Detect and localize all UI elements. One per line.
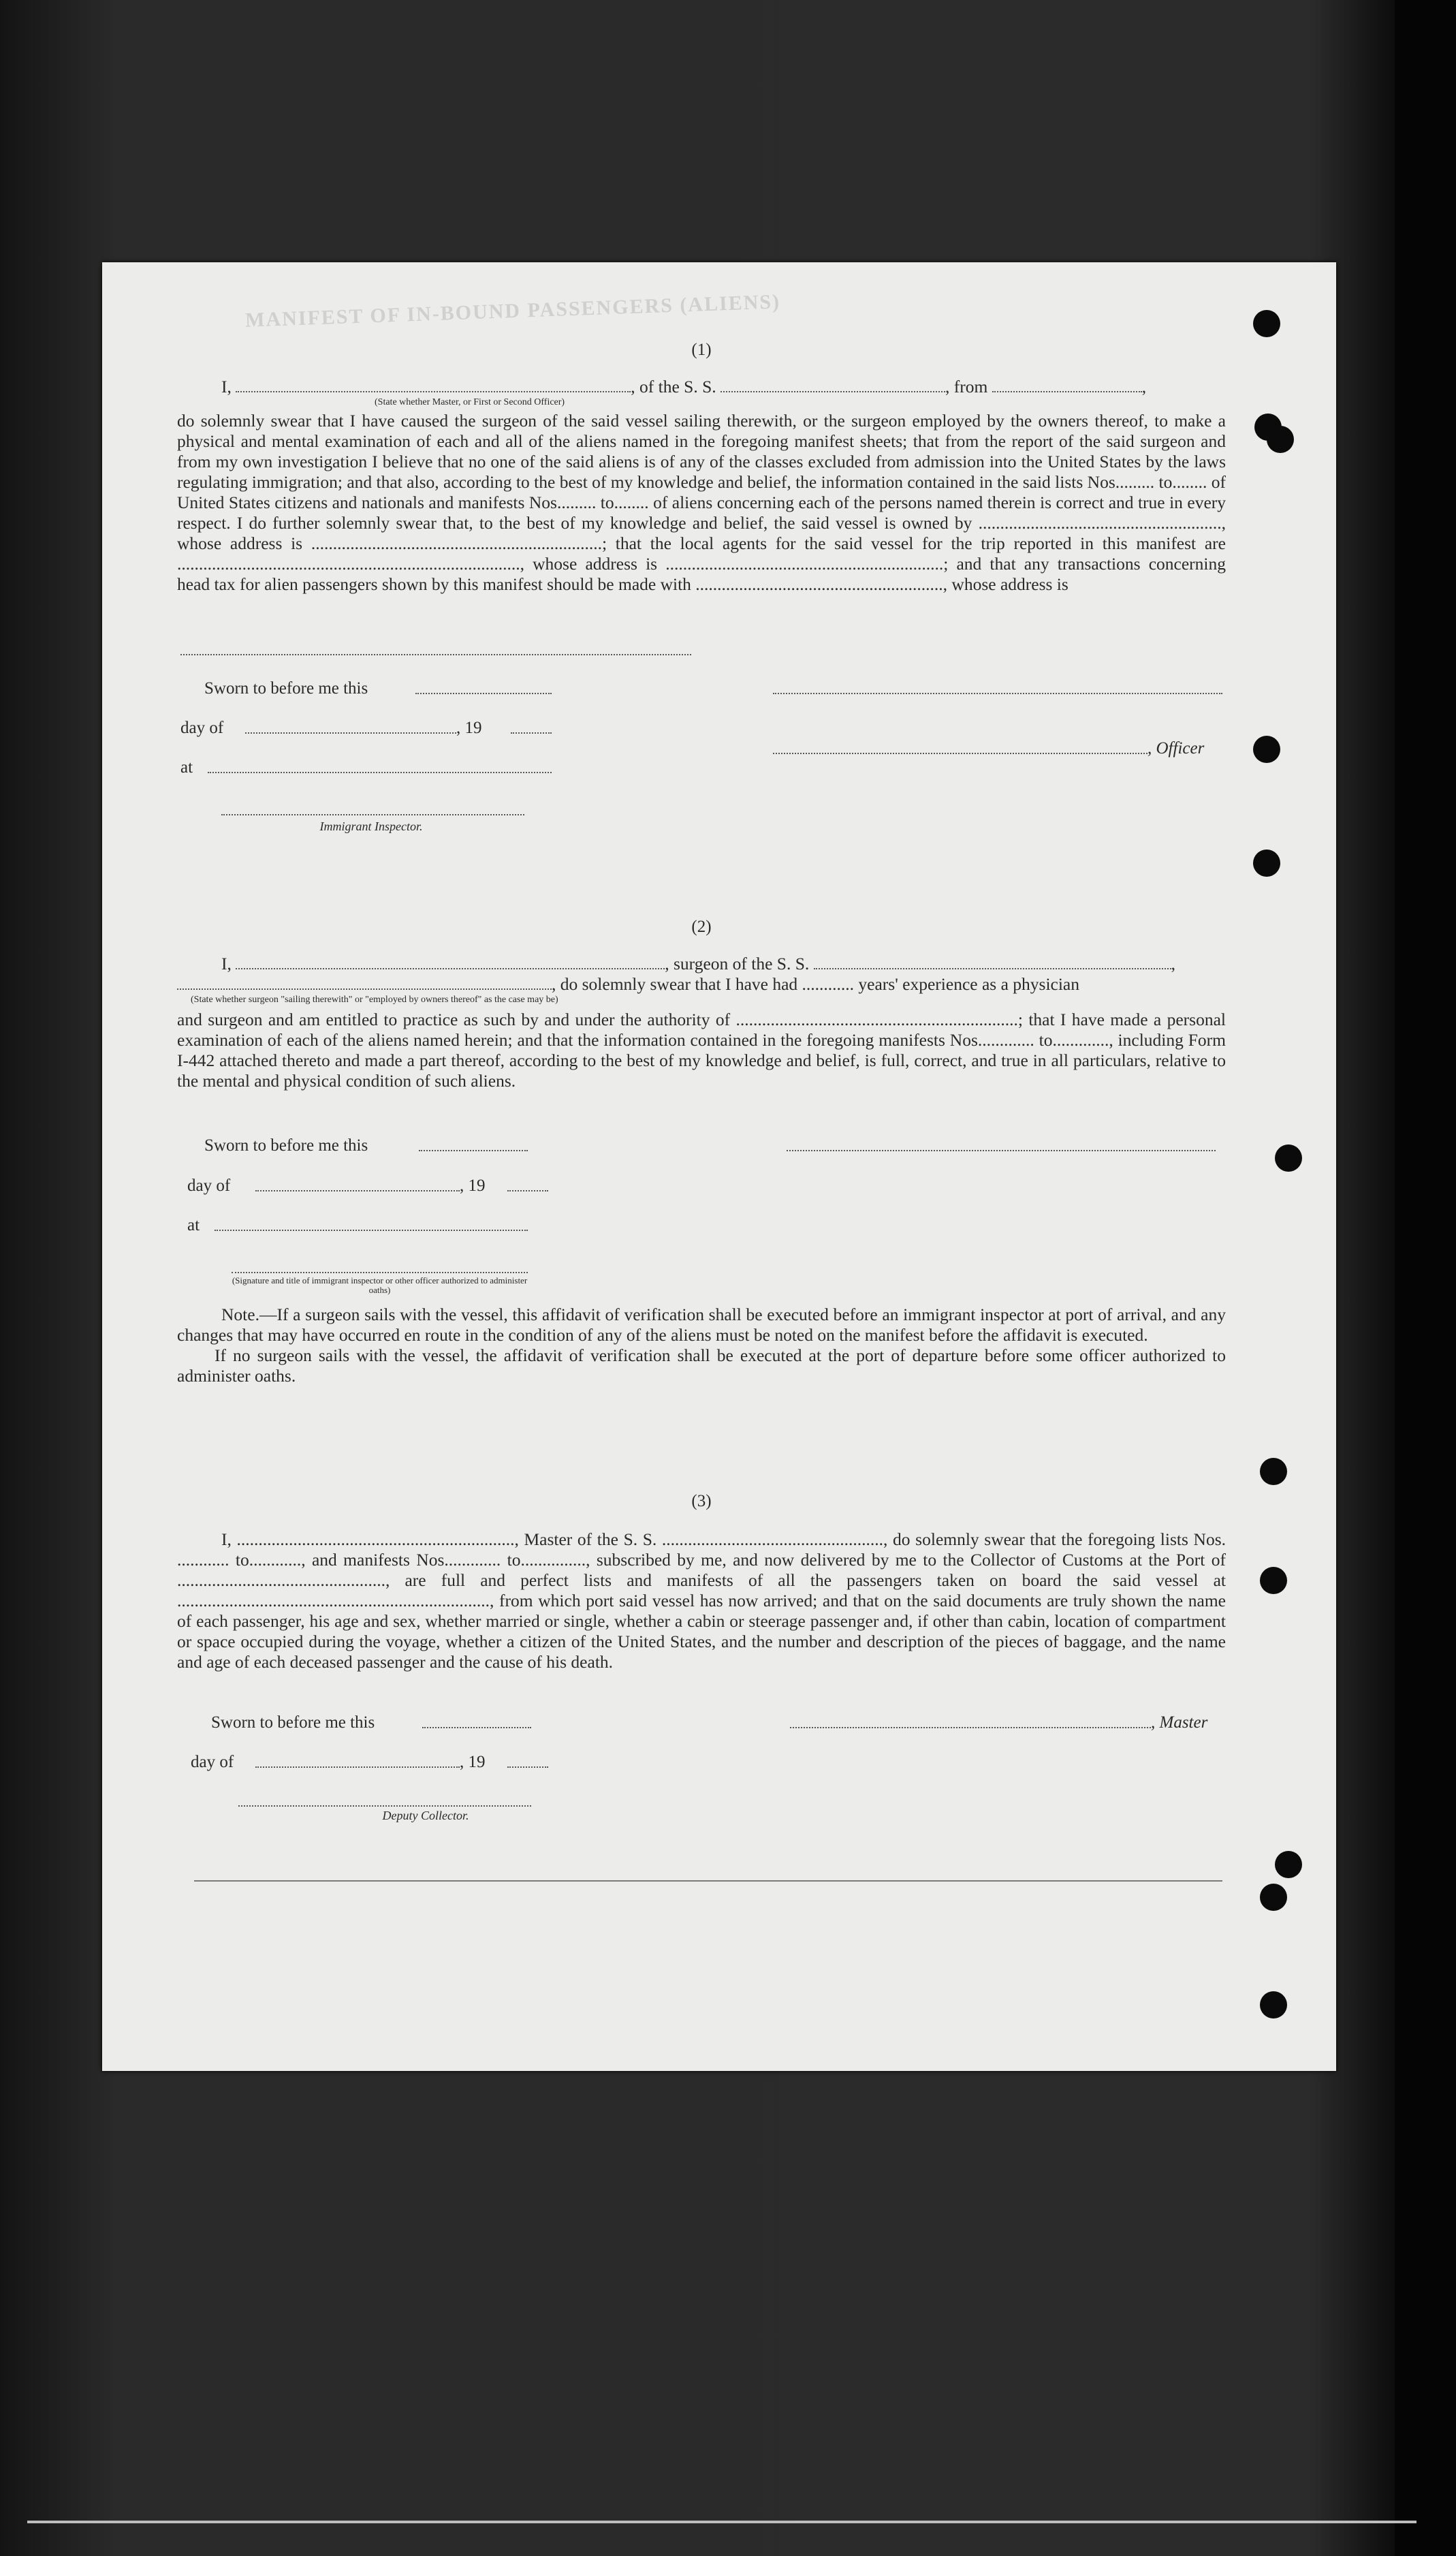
inspector-caption: Immigrant Inspector. bbox=[319, 820, 423, 833]
bleed-through-text: MANIFEST OF IN-BOUND PASSENGERS (ALIENS) bbox=[244, 290, 781, 332]
punch-hole bbox=[1253, 310, 1280, 337]
deputy-caption: Deputy Collector. bbox=[382, 1809, 469, 1822]
year-field[interactable] bbox=[511, 732, 552, 734]
day-field[interactable] bbox=[245, 732, 456, 734]
note-label: Note. bbox=[221, 1305, 259, 1324]
text: , do solemnly swear that I have had ............ years' experience as a physician bbox=[552, 974, 1079, 994]
section-1-caption: (State whether Master, or First or Second Officer) bbox=[375, 397, 565, 407]
from-field[interactable] bbox=[992, 377, 1142, 392]
day-label: day of bbox=[187, 1176, 231, 1195]
scan-bottom-line bbox=[27, 2521, 1417, 2523]
note-text: —If a surgeon sails with the vessel, this affidavit of verification shall be executed before an immigrant inspector at port of arrival, and any changes that may have occurred en route in the condition of any of the aliens must be noted on the manifest before the affidavit is executed. bbox=[177, 1305, 1226, 1345]
master-signature-field[interactable] bbox=[790, 1727, 1151, 1728]
punch-hole bbox=[1253, 736, 1280, 763]
text: , of the S. S. bbox=[631, 377, 716, 396]
section-3 bbox=[177, 1529, 1226, 1672]
punch-hole bbox=[1275, 1851, 1302, 1878]
day-label: day of bbox=[180, 719, 224, 737]
officer-field[interactable] bbox=[773, 753, 1148, 754]
at-field[interactable] bbox=[208, 772, 552, 773]
punch-hole bbox=[1267, 426, 1294, 453]
rule bbox=[180, 654, 691, 655]
year-label: , 19 bbox=[460, 1176, 486, 1195]
section-1-first-line: I, , of the S. S. , from , bbox=[221, 377, 1147, 396]
section-2 bbox=[177, 954, 1226, 1091]
master-label: , Master bbox=[1151, 1713, 1208, 1732]
text: I, bbox=[221, 377, 232, 396]
signature-field[interactable] bbox=[773, 693, 1222, 694]
sworn-field[interactable] bbox=[422, 1727, 531, 1728]
text: I, bbox=[221, 954, 232, 973]
deputy-signature-field[interactable] bbox=[238, 1805, 531, 1807]
at-label: at bbox=[180, 758, 193, 777]
officer-label: , Officer bbox=[1148, 739, 1205, 758]
signature-field[interactable] bbox=[787, 1150, 1216, 1151]
form-page bbox=[102, 262, 1336, 2071]
punch-hole bbox=[1253, 850, 1280, 877]
year-label: , 19 bbox=[456, 719, 482, 737]
section-2-number: (2) bbox=[691, 918, 712, 936]
section-1-body: do solemnly swear that I have caused the surgeon of the said vessel sailing therewith, or the surgeon employed by the owners thereof, to make a physical and mental examination of each and all of the aliens named in the foregoing manifest sheets; that from the report of the said surgeon and from my own investigation I believe that no one of the said aliens is of any of the classes excluded from admission into the United States by the laws regulating immigration; and that also, according to the best of my knowledge and belief, the information contained in the said lists Nos......... to........ of United States citizens and nationals and manifests Nos......... to........ of aliens concerning each of the persons named therein is correct and true in every respect. I do further solemnly swear that, to the best of my knowledge and belief, the said vessel is owned by ........................................................, whose address is ...................................................................; that the local agents for the said vessel for the trip reported in this manifest are ..............................................................................., whose address is ................................................................; and that any transactions concerning head tax for alien passengers shown by this manifest should be made with ........................................................., whose address is bbox=[177, 411, 1226, 594]
note-paragraph-2: If no surgeon sails with the vessel, the affidavit of verification shall be executed at the port of departure before some officer authorized to administer oaths. bbox=[177, 1345, 1226, 1386]
bottom-rule bbox=[194, 1880, 1222, 1882]
section-1 bbox=[177, 377, 1226, 595]
inspector-signature-field[interactable] bbox=[221, 814, 524, 815]
day-field[interactable] bbox=[255, 1766, 460, 1768]
scan-edge bbox=[1395, 0, 1456, 2556]
year-field[interactable] bbox=[507, 1190, 548, 1191]
year-field[interactable] bbox=[507, 1766, 548, 1768]
name-field[interactable] bbox=[236, 377, 631, 392]
section-2-first-line: I, , surgeon of the S. S. , bbox=[221, 954, 1176, 973]
day-label: day of bbox=[191, 1753, 234, 1771]
section-3-body: I, ................................................................, Master of the S. S. ..................................................., do solemnly swear that the foregoing lists Nos. ............ to............, and manifests Nos............. to..............., subscribed by me, and now delivered by me to the Collector of Customs at the Port of ................................................, are full and perfect lists and manifests of all the passengers taken on board the said vessel at ........................................................................, from which port said vessel has now arrived; and that on the said documents are truly shown the name of each passenger, his age and sex, whether married or single, whether a cabin or steerage passenger and, if other than cabin, location of compartment or space occupied during the voyage, whether a citizen of the United States, and the number and description of the pieces of baggage, and the name and age of each deceased passenger and the cause of his death. bbox=[177, 1529, 1226, 1672]
text: , from bbox=[945, 377, 988, 396]
punch-hole bbox=[1260, 1991, 1287, 2019]
sworn-field[interactable] bbox=[415, 693, 552, 694]
section-2-caption: (State whether surgeon "sailing therewith" or "employed by owners thereof" as the case may be) bbox=[191, 995, 558, 1005]
section-3-number: (3) bbox=[691, 1492, 712, 1510]
sworn-label: Sworn to before me this bbox=[204, 679, 368, 698]
at-label: at bbox=[187, 1216, 200, 1234]
surgeon-name-field[interactable] bbox=[236, 954, 665, 969]
punch-hole bbox=[1275, 1144, 1302, 1172]
sworn-field[interactable] bbox=[419, 1150, 528, 1151]
surgeon-type-field[interactable] bbox=[177, 975, 552, 990]
day-field[interactable] bbox=[255, 1190, 460, 1191]
inspector-signature-field[interactable] bbox=[232, 1272, 528, 1273]
section-2-note bbox=[177, 1305, 1226, 1386]
sworn-label: Sworn to before me this bbox=[211, 1713, 375, 1732]
note-paragraph-1 bbox=[177, 1305, 1226, 1345]
vessel-field[interactable] bbox=[721, 377, 945, 392]
section-2-second-line bbox=[177, 974, 1226, 995]
punch-hole bbox=[1260, 1458, 1287, 1485]
year-label: , 19 bbox=[460, 1753, 486, 1771]
section-2-body: and surgeon and am entitled to practice as such by and under the authority of .................................................................; that I have made a personal examination of each of the aliens named herein; and that the information contained in the foregoing manifests Nos............. to............., including Form I-442 attached thereto and made a part thereof, according to the best of my knowledge and belief, is full, correct, and true in all particulars, relative to the mental and physical condition of such aliens. bbox=[177, 1010, 1226, 1091]
sworn-label: Sworn to before me this bbox=[204, 1136, 368, 1155]
text: , surgeon of the S. S. bbox=[665, 954, 810, 973]
vessel-field[interactable] bbox=[814, 954, 1171, 969]
punch-hole bbox=[1260, 1567, 1287, 1594]
section-1-number: (1) bbox=[691, 341, 712, 359]
signature-caption: (Signature and title of immigrant inspector or other officer authorized to administer oaths) bbox=[232, 1275, 528, 1295]
at-field[interactable] bbox=[215, 1230, 528, 1231]
punch-hole bbox=[1260, 1884, 1287, 1911]
